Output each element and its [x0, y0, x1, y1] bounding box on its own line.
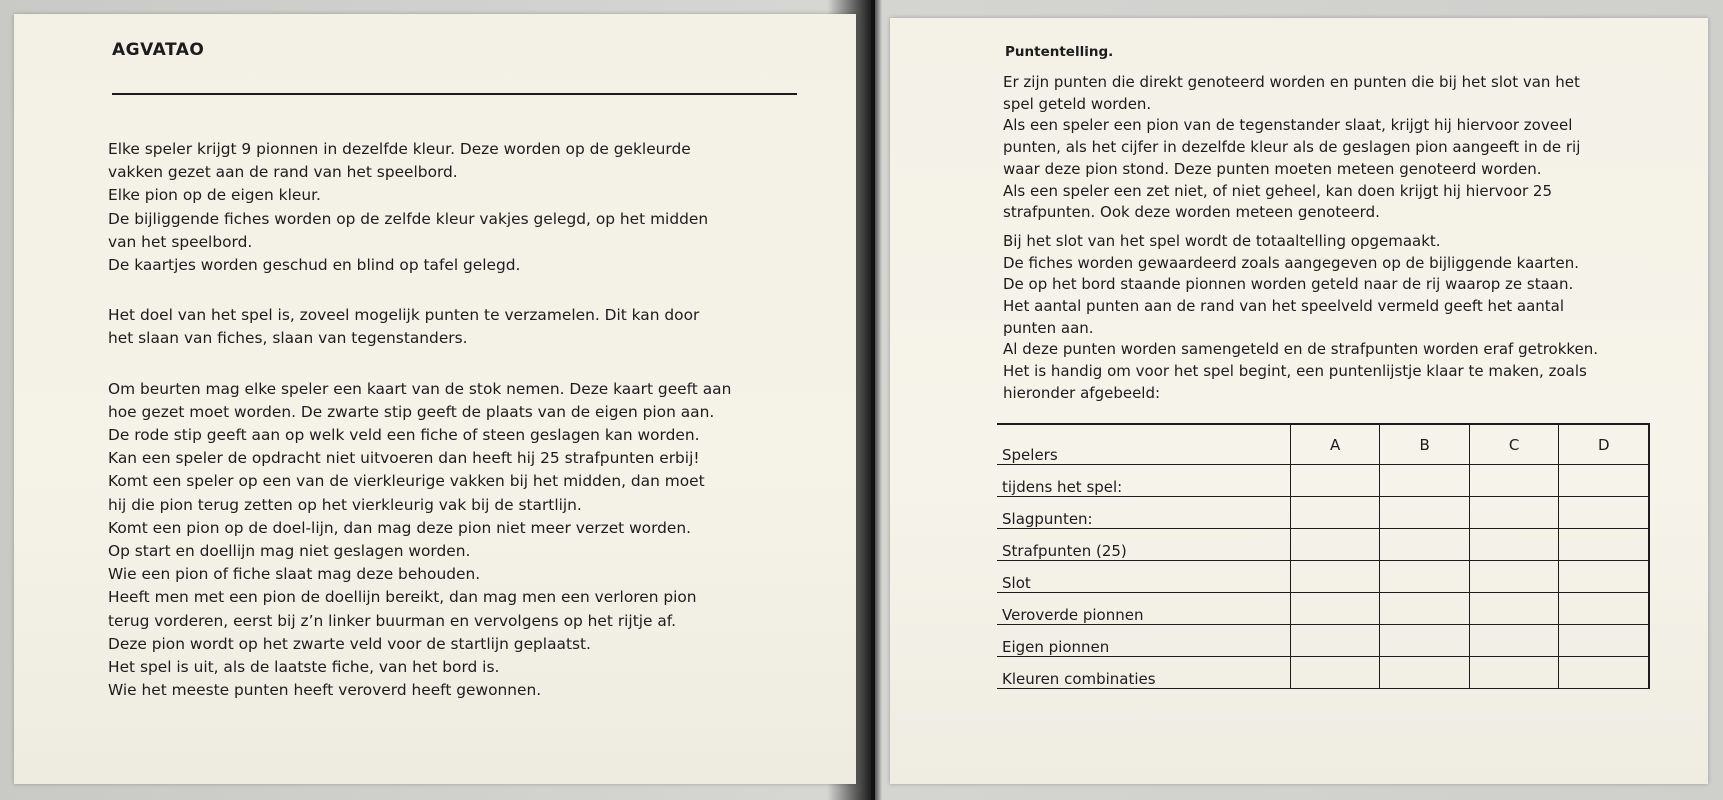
score-cell: [1559, 657, 1649, 689]
text-line: Het spel is uit, als de laatste fiche, van het bord is.: [108, 658, 500, 677]
score-cell: [1380, 625, 1470, 657]
scoring-text: [1003, 72, 1603, 405]
text-line: Elke speler krijgt 9 pionnen in dezelfde kleur. Deze worden op de gekleurde: [108, 140, 691, 158]
text-line: van het speelbord.: [108, 232, 253, 251]
page-divider: [871, 0, 875, 800]
text-line: Het aantal punten aan de rand van het speelveld vermeld geeft het aantal: [1003, 297, 1565, 316]
score-cell: [1290, 561, 1380, 593]
paragraph: [108, 138, 808, 277]
score-cell: [1469, 465, 1559, 497]
score-cell: [1380, 657, 1470, 689]
score-cell: [1290, 465, 1380, 497]
players-header: Spelers: [997, 424, 1290, 465]
score-row: [997, 593, 1649, 625]
text-line: De op het bord staande pionnen worden geteld naar de rij waarop ze staan.: [1003, 275, 1574, 294]
score-row-label: Veroverde pionnen: [997, 593, 1290, 625]
paragraph: [1003, 72, 1603, 224]
score-table: [997, 423, 1650, 689]
text-line: Op start en doellijn mag niet geslagen worden.: [108, 542, 471, 561]
text-line: terug vorderen, eerst bij z’n linker buurman en vervolgens op het rijtje af.: [108, 611, 676, 630]
document-title: AGVATAO: [112, 40, 205, 60]
text-line: De fiches worden gewaardeerd zoals aangegeven op de bijliggende kaarten.: [1003, 253, 1580, 272]
text-line: Er zijn punten die direkt genoteerd worden en punten die bij het slot van het: [1003, 73, 1580, 91]
score-cell: [1290, 529, 1380, 561]
text-line: Deze pion wordt op het zwarte veld voor de startlijn geplaatst.: [108, 634, 591, 653]
text-line: vakken gezet aan de rand van het speelbord.: [108, 163, 458, 182]
score-header-row: [997, 424, 1649, 465]
score-cell: [1380, 465, 1470, 497]
section-title: Puntentelling.: [1005, 44, 1114, 60]
score-cell: [1380, 529, 1470, 561]
score-row-label: Strafpunten (25): [997, 529, 1290, 561]
paragraph: [108, 378, 808, 703]
player-d-header: D: [1559, 424, 1649, 465]
player-c-header: C: [1469, 424, 1559, 465]
right-page: [890, 18, 1708, 784]
paragraph: [1003, 231, 1603, 405]
score-cell: [1380, 497, 1470, 529]
text-line: Al deze punten worden samengeteld en de strafpunten worden eraf getrokken.: [1003, 340, 1599, 359]
score-cell: [1469, 497, 1559, 529]
text-line: hoe gezet moet worden. De zwarte stip geeft de plaats van de eigen pion aan.: [108, 402, 715, 421]
score-cell: [1469, 625, 1559, 657]
left-page: [14, 14, 856, 784]
score-row-label: Eigen pionnen: [997, 625, 1290, 657]
title-underline: [112, 93, 797, 95]
score-cell: [1469, 529, 1559, 561]
text-line: Kan een speler de opdracht niet uitvoeren dan heeft hij 25 strafpunten erbij!: [108, 449, 700, 468]
score-row: [997, 529, 1649, 561]
text-line: spel geteld worden.: [1003, 94, 1152, 113]
text-line: De kaartjes worden geschud en blind op tafel gelegd.: [108, 256, 521, 275]
text-line: De bijliggende fiches worden op de zelfde kleur vakjes gelegd, op het midden: [108, 209, 709, 228]
text-line: punten, als het cijfer in dezelfde kleur als de geslagen pion aangeeft in de rij: [1003, 138, 1581, 157]
text-line: Als een speler een zet niet, of niet geheel, kan doen krijgt hij hiervoor 25: [1003, 181, 1553, 200]
score-cell: [1290, 593, 1380, 625]
score-row-label: tijdens het spel:: [997, 465, 1290, 497]
text-line: strafpunten. Ook deze worden meteen genoteerd.: [1003, 203, 1380, 222]
score-cell: [1290, 497, 1380, 529]
text-line: Elke pion op de eigen kleur.: [108, 186, 321, 205]
text-line: Als een speler een pion van de tegenstander slaat, krijgt hij hiervoor zoveel: [1003, 116, 1573, 135]
score-cell: [1559, 465, 1649, 497]
text-line: Het is handig om voor het spel begint, een puntenlijstje klaar te maken, zoals: [1003, 362, 1587, 381]
text-line: het slaan van fiches, slaan van tegenstanders.: [108, 329, 468, 348]
player-b-header: B: [1380, 424, 1470, 465]
paragraph: [108, 304, 808, 350]
player-a-header: A: [1290, 424, 1380, 465]
text-line: Komt een pion op de doel-lijn, dan mag deze pion niet meer verzet worden.: [108, 518, 692, 537]
text-line: hieronder afgebeeld:: [1003, 383, 1161, 402]
text-line: Bij het slot van het spel wordt de totaaltelling opgemaakt.: [1003, 231, 1441, 250]
score-cell: [1469, 561, 1559, 593]
score-cell: [1380, 561, 1470, 593]
score-cell: [1559, 561, 1649, 593]
text-line: hij die pion terug zetten op het vierkleurig vak bij de startlijn.: [108, 495, 582, 514]
score-row-label: Kleuren combinaties: [997, 657, 1290, 689]
score-cell: [1559, 497, 1649, 529]
score-cell: [1469, 657, 1559, 689]
score-cell: [1559, 593, 1649, 625]
score-cell: [1290, 657, 1380, 689]
score-cell: [1290, 625, 1380, 657]
score-row: [997, 497, 1649, 529]
score-cell: [1380, 593, 1470, 625]
score-cell: [1469, 593, 1559, 625]
text-line: waar deze pion stond. Deze punten moeten meteen genoteerd worden.: [1003, 159, 1542, 178]
text-line: De rode stip geeft aan op welk veld een fiche of steen geslagen kan worden.: [108, 426, 700, 445]
score-row-label: Slagpunten:: [997, 497, 1290, 529]
text-line: Wie een pion of fiche slaat mag deze behouden.: [108, 565, 481, 584]
score-cell: [1559, 625, 1649, 657]
text-line: Het doel van het spel is, zoveel mogelijk punten te verzamelen. Dit kan door: [108, 306, 700, 325]
score-row: [997, 657, 1649, 689]
text-line: Heeft men met een pion de doellijn bereikt, dan mag men een verloren pion: [108, 588, 697, 607]
text-line: Wie het meeste punten heeft veroverd heeft gewonnen.: [108, 681, 542, 700]
text-line: Komt een speler op een van de vierkleurige vakken bij het midden, dan moet: [108, 472, 705, 491]
score-row: [997, 561, 1649, 593]
score-row-label: Slot: [997, 561, 1290, 593]
rules-text: [108, 138, 808, 702]
score-row: [997, 465, 1649, 497]
score-row: [997, 625, 1649, 657]
text-line: punten aan.: [1003, 318, 1094, 337]
text-line: Om beurten mag elke speler een kaart van de stok nemen. Deze kaart geeft aan: [108, 379, 732, 398]
score-cell: [1559, 529, 1649, 561]
